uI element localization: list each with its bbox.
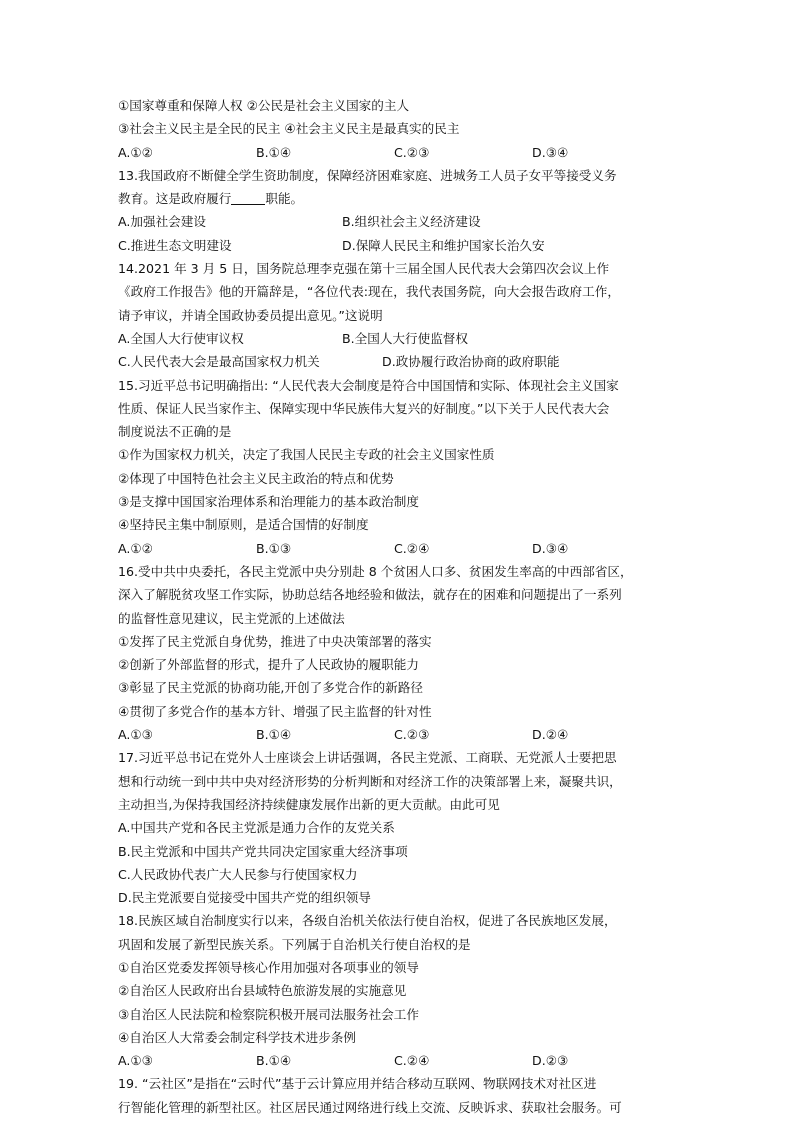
- statement-line: ①发挥了民主党派自身优势，推进了中央决策部署的落实: [118, 633, 432, 649]
- statement-line: ①作为国家权力机关，决定了我国人民民主专政的社会主义国家性质: [118, 447, 495, 463]
- statement-line: ①自治区党委发挥领导核心作用加强对各项事业的领导: [118, 959, 419, 975]
- fill-blank: [231, 190, 265, 205]
- question-16-stem: 的监督性意见建议，民主党派的上述做法: [118, 610, 345, 626]
- question-18-stem: 18.民族区域自治制度实行以来，各级自治机关依法行使自治权，促进了各民族地区发展，: [118, 913, 617, 929]
- question-16-stem: 16.受中共中央委托，各民主党派中央分别赴 8 个贫困人口多、贫困发生率高的中西部省区，: [118, 563, 633, 579]
- statement-line: ③彰显了民主党派的协商功能,开创了多党合作的新路径: [118, 680, 423, 696]
- option-b: B.组织社会主义经济建设: [342, 214, 481, 230]
- stem-text: 职能。: [265, 191, 304, 207]
- option-a: A.加强社会建设: [118, 214, 206, 230]
- answer-options: [118, 350, 678, 373]
- stem-text: 教育。这是政府履行: [118, 191, 232, 207]
- option-b: B.①④: [256, 1053, 292, 1069]
- statement-line: ④坚持民主集中制原则，是适合国情的好制度: [118, 517, 369, 533]
- statement-line: ③自治区人民法院和检察院积极开展司法服务社会工作: [118, 1006, 419, 1022]
- exam-page: [118, 94, 678, 1119]
- statement-line: ②创新了外部监督的形式，提升了人民政协的履职能力: [118, 657, 419, 673]
- option-d: D.②③: [532, 1053, 569, 1069]
- question-13-stem-2: [118, 187, 678, 210]
- option-a: A.①③: [118, 727, 153, 743]
- option-c: C.人民政协代表广大人民参与行使国家权力: [118, 866, 358, 882]
- option-c: C.②③: [394, 727, 430, 743]
- option-d: D.②④: [532, 727, 569, 743]
- option-b: B.民主党派和中国共产党共同决定国家重大经济事项: [118, 843, 408, 859]
- question-13-stem: 13.我国政府不断健全学生资助制度，保障经济困难家庭、进城务工人员子女平等接受义务: [118, 167, 617, 183]
- answer-options: [118, 327, 678, 350]
- option-b: B.全国人大行使监督权: [342, 330, 468, 346]
- statement-line: ④自治区人大常委会制定科学技术进步条例: [118, 1029, 356, 1045]
- question-14-stem: 请予审议，并请全国政协委员提出意见。”这说明: [118, 307, 383, 323]
- option-d: D.③④: [532, 144, 569, 160]
- question-17-stem: 主动担当,为保持我国经济持续健康发展作出新的更大贡献。由此可见: [118, 796, 500, 812]
- statement-line: ③社会主义民主是全民的民主 ④社会主义民主是最真实的民主: [118, 121, 460, 137]
- answer-options: [118, 141, 678, 164]
- statement-line: ②自治区人民政府出台县域特色旅游发展的实施意见: [118, 983, 407, 999]
- question-17-stem: 17.习近平总书记在党外人士座谈会上讲话强调，各民主党派、工商联、无党派人士要把思: [118, 750, 617, 766]
- option-d: D.③④: [532, 540, 569, 556]
- option-a: A.全国人大行使审议权: [118, 330, 244, 346]
- option-b: B.①④: [256, 144, 292, 160]
- option-c: C.人民代表大会是最高国家权力机关: [118, 354, 320, 370]
- answer-options: [118, 723, 678, 746]
- question-17-stem: 想和行动统一到中共中央对经济形势的分析判断和对经济工作的决策部署上来，凝聚共识，: [118, 773, 622, 789]
- question-18-stem: 巩固和发展了新型民族关系。下列属于自治机关行使自治权的是: [118, 936, 471, 952]
- option-d: D.保障人民民主和维护国家长治久安: [342, 237, 545, 253]
- option-b: B.①④: [256, 727, 292, 743]
- answer-options: [118, 1049, 678, 1072]
- option-a: A.①③: [118, 1053, 153, 1069]
- statement-line: ④贯彻了多党合作的基本方针、增强了民主监督的针对性: [118, 703, 432, 719]
- statement-line: ③是支撑中国国家治理体系和治理能力的基本政治制度: [118, 494, 419, 510]
- question-15-stem: 制度说法不正确的是: [118, 424, 232, 440]
- question-15-stem: 15.习近平总书记明确指出: “人民代表大会制度是符合中国国情和实际、体现社会主义国家: [118, 377, 619, 393]
- option-c: C.②③: [394, 144, 430, 160]
- option-d: D.民主党派要自觉接受中国共产党的组织领导: [118, 890, 371, 906]
- option-c: C.②④: [394, 1053, 430, 1069]
- answer-options: [118, 537, 678, 560]
- question-14-stem: 《政府工作报告》他的开篇辞是，“各位代表:现在，我代表国务院，向大会报告政府工作，: [118, 284, 620, 300]
- option-c: C.②④: [394, 540, 430, 556]
- answer-options: [118, 234, 678, 257]
- answer-options: [118, 210, 678, 233]
- question-14-stem: 14.2021 年 3 月 5 日，国务院总理李克强在第十三届全国人民代表大会第四次会议上作: [118, 261, 610, 277]
- option-d: D.政协履行政治协商的政府职能: [382, 354, 560, 370]
- option-a: A.①②: [118, 540, 153, 556]
- option-b: B.①③: [256, 540, 292, 556]
- statement-line: ①国家尊重和保障人权 ②公民是社会主义国家的主人: [118, 98, 410, 113]
- option-c: C.推进生态文明建设: [118, 237, 232, 253]
- option-a: A.①②: [118, 144, 153, 160]
- question-16-stem: 深入了解脱贫攻坚工作实际，协助总结各地经验和做法，就存在的困难和问题提出了一系列: [118, 587, 622, 603]
- question-19-stem: 行智能化管理的新型社区。社区居民通过网络进行线上交流、反映诉求、获取社会服务。可: [118, 1099, 622, 1115]
- question-19-stem: 19. “云社区”是指在“云时代”基于云计算应用并结合移动互联网、物联网技术对社区进: [118, 1076, 597, 1092]
- question-15-stem: 性质、保证人民当家作主、保障实现中华民族伟大复兴的好制度。”以下关于人民代表大会: [118, 400, 610, 416]
- option-a: A.中国共产党和各民主党派是通力合作的友党关系: [118, 820, 395, 836]
- statement-line: ②体现了中国特色社会主义民主政治的特点和优势: [118, 470, 394, 486]
